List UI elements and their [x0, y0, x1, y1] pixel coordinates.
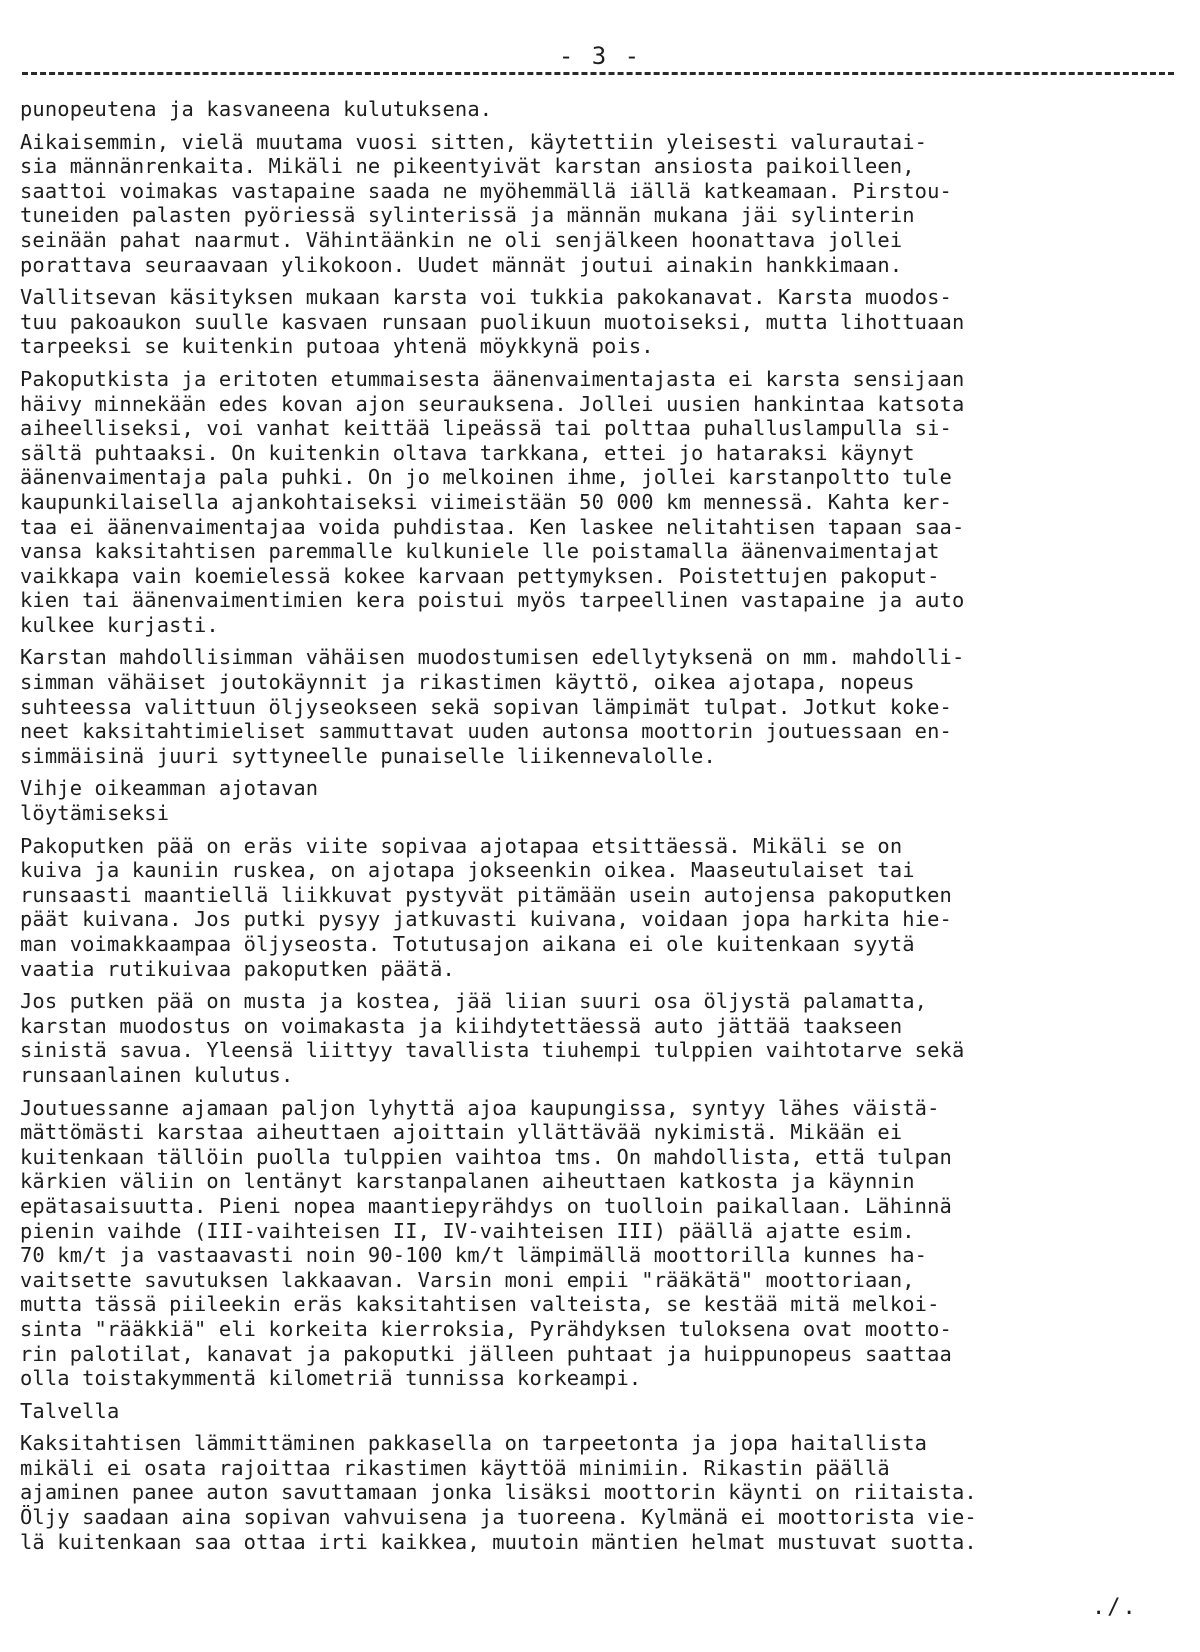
section-heading-winter: Talvella — [20, 1398, 120, 1423]
paragraph-carbon-prevention: Karstan mahdollisimman vähäisen muodostumisen edellytyksenä on mm. mahdolli- simman vähäiset joutokäynnit ja rikastimen käyttö, oikea ajotapa, nopeus suhteessa valittuun öljyseokseen sekä sopivan lämpimät tulpat. Jotkut koke- neet kaksitahtimieliset sammuttavat uuden autonsa moottorin joutuessaan en- simmäisinä juuri syttyneelle punaiselle liikennevalolle. — [20, 645, 965, 768]
continuation-mark: ./. — [1092, 1595, 1138, 1620]
paragraph-piston-rings: Aikaisemmin, vielä muutama vuosi sitten, käytettiin yleisesti valurautai- sia männänrenkaita. Mikäli ne pikeentyivät karstan ansiosta paikoilleen, saattoi voimakas vastapaine saada ne myöhemmällä iällä katkeamaan. Pirstou- tuneiden palasten pyöriessä sylinterissä ja männän mukana jäi sylinterin seinään pahat naarmut. Vähintäänkin ne oli senjälkeen hoonattava jollei porattava seuraavaan ylikokoon. Uudet männät joutui ainakin hankkimaan. — [20, 129, 952, 277]
section-heading-driving-hint: Vihje oikeamman ajotavan löytämiseksi — [20, 776, 319, 826]
page-number: - 3 - — [558, 42, 642, 70]
paragraph-exhaust-pipes: Pakoputkista ja eritoten etummaisesta äänenvaimentajasta ei karsta sensijaan häivy minnekään edes kovan ajon seurauksena. Jollei uusien hankintaa katsota aiheelliseksi, voi vanhat keittää lipeässä tai polttaa puhalluslampulla si- sältä puhtaaksi. On kuitenkin oltava tarkkana, ettei jo hataraksi käynyt äänenvaimentaja pala puhki. On jo melkoinen ihme, jollei karstanpoltto tule kaupunkilaisella ajankohtaiseksi viimeistään 50 000 km mennessä. Kahta ker- taa ei äänenvaimentajaa voida puhdistaa. Ken laskee nelitahtisen tapaan saa- vansa kaksitahtisen paremmalle kulkuniele lle poistamalla äänenvaimentajat vaikkapa vain koemielessä kokee karvaan pettymyksen. Poistettujen pakoput- kien tai äänenvaimentimien kera poistui myös tarpeellinen vastapaine ja auto kulkee kurjasti. — [20, 366, 965, 637]
paragraph-exhaust-ports: Vallitsevan käsityksen mukaan karsta voi tukkia pakokanavat. Karsta muodos- tuu pakoaukon suulle kasvaen runsaan puolikuun muotoiseksi, mutta lihottuaan tarpeeksi se kuitenkin putoaa yhtenä möykkynä pois. — [20, 285, 965, 359]
paragraph-intro-fragment: punopeutena ja kasvaneena kulutuksena. — [20, 97, 493, 121]
paragraph-pipe-end-dry: Pakoputken pää on eräs viite sopivaa ajotapaa etsittäessä. Mikäli se on kuiva ja kauniin ruskea, on ajotapa jokseenkin oikea. Maaseutulaiset tai runsaasti maantiellä liikkuvat pystyvät pitämään usein autojensa pakoputken päät kuivana. Jos putki pysyy jatkuvasti kuivana, voidaan jopa harkita hie- man voimakkaampaa öljyseosta. Totutusajon aikana ei ole kuitenkaan syytä vaatia rutikuivaa pakoputken päätä. — [20, 833, 952, 981]
paragraph-pipe-end-wet: Jos putken pää on musta ja kostea, jää liian suuri osa öljystä palamatta, karstan muodostus on voimakasta ja kiihdytettäessä auto jättää taakseen sinistä savua. Yleensä liittyy tavallista tiuhempi tulppien vaihtotarve sekä runsaanlainen kulutus. — [20, 989, 965, 1087]
dashed-divider — [22, 72, 1174, 75]
document-body — [20, 97, 1180, 1562]
paragraph-city-driving: Joutuessanne ajamaan paljon lyhyttä ajoa kaupungissa, syntyy lähes väistä- mättömästi karstaa aiheuttaen ajoittain yllättävää nykimistä. Mikään ei kuitenkaan tällöin puolla tulppien vaihtoa tms. On mahdollista, että tulpan kärkien väliin on lentänyt karstanpalanen aiheuttaen katkosta ja käynnin epätasaisuutta. Pieni nopea maantiepyrähdys on tuolloin paikallaan. Lähinnä pienin vaihde (III-vaihteisen II, IV-vaihteisen III) päällä ajatte esim. 70 km/t ja vastaavasti noin 90-100 km/t lämpimällä moottorilla kunnes ha- vaitsette savutuksen lakkaavan. Varsin moni empii "rääkätä" moottoriaan, mutta tässä piileekin eräs kaksitahtisen valteista, se kestää mitä melkoi- sinta "rääkkiä" eli korkeita kierroksia, Pyrähdyksen tuloksena ovat mootto- rin palotilat, kanavat ja pakoputki jälleen puhtaat ja huippunopeus saattaa olla toistakymmentä kilometriä tunnissa korkeampi. — [20, 1095, 952, 1391]
paragraph-winter-warmup: Kaksitahtisen lämmittäminen pakkasella on tarpeetonta ja jopa haitallista mikäli ei osata rajoittaa rikastimen käyttöä minimiin. Rikastin päällä ajaminen panee auton savuttamaan jonka lisäksi moottorin käynti on riitaista. Öljy saadaan aina sopivan vahvuisena ja tuoreena. Kylmänä ei moottorista vie- lä kuitenkaan saa ottaa irti kaikkea, muutoin mäntien helmat mustuvat suotta. — [20, 1431, 977, 1554]
